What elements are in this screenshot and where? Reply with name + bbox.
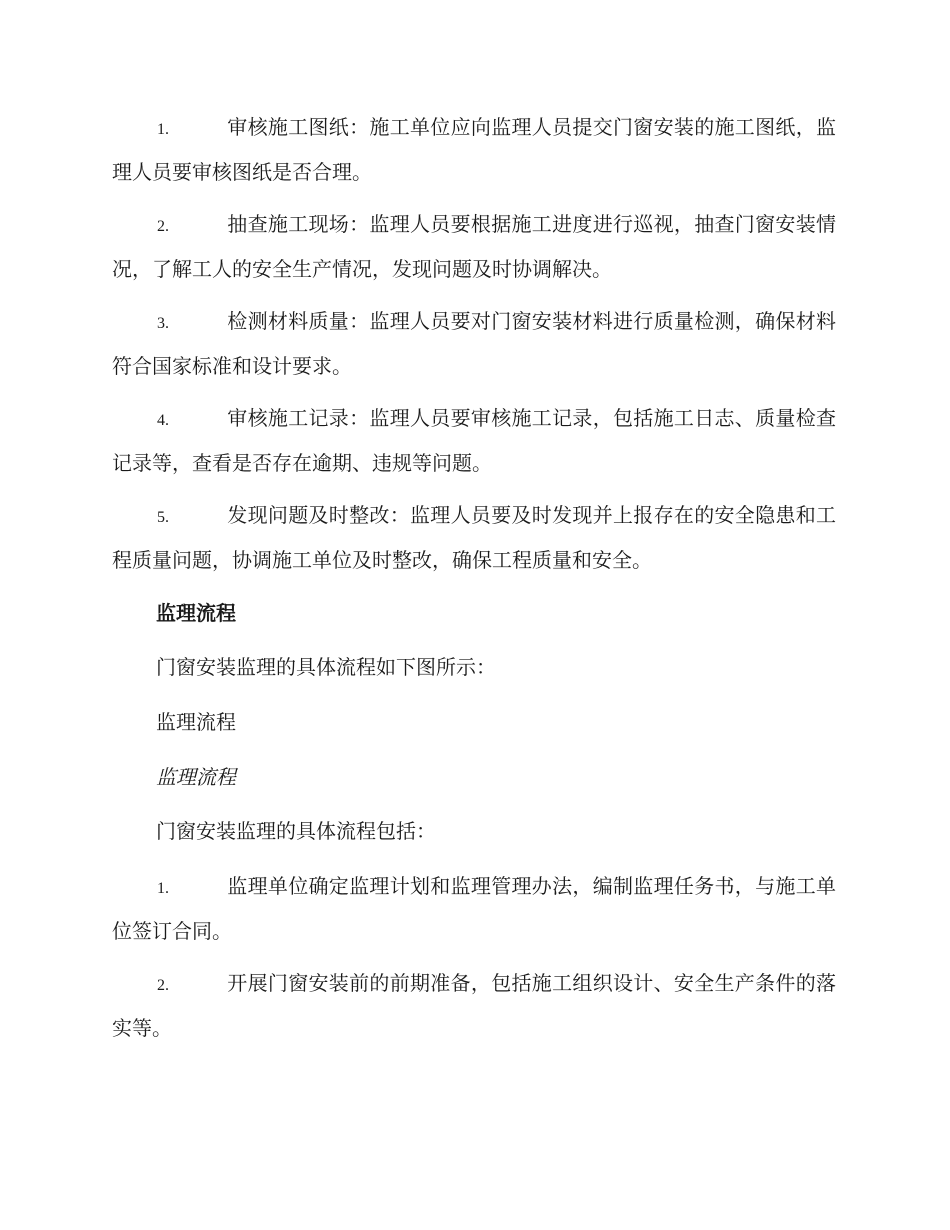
list-item bbox=[112, 865, 836, 952]
list-item bbox=[112, 203, 836, 290]
steps-intro-paragraph: 门窗安装监理的具体流程包括： bbox=[156, 819, 436, 843]
list-text: 抽查施工现场：监理人员要根据施工进度进行巡视，抽查门窗安装情况，了解工人的安全生产情况，发现问题及时协调解决。 bbox=[112, 212, 836, 281]
list-text: 审核施工图纸：施工单位应向监理人员提交门窗安装的施工图纸，监理人员要审核图纸是否合理。 bbox=[112, 115, 836, 184]
list-number: 2. bbox=[157, 977, 169, 994]
list-item bbox=[112, 494, 836, 581]
figure-alt-text: 监理流程 bbox=[156, 710, 236, 734]
list-text: 审核施工记录：监理人员要审核施工记录，包括施工日志、质量检查记录等，查看是否存在逾期、违规等问题。 bbox=[112, 406, 836, 475]
list-number: 1. bbox=[157, 880, 169, 897]
list-item bbox=[112, 962, 836, 1049]
list-number: 1. bbox=[157, 121, 169, 138]
list-number: 2. bbox=[157, 218, 169, 235]
list-item bbox=[112, 106, 836, 193]
figure-caption: 监理流程 bbox=[156, 765, 236, 789]
list-item bbox=[112, 397, 836, 484]
list-text: 发现问题及时整改：监理人员要及时发现并上报存在的安全隐患和工程质量问题，协调施工单位及时整改，确保工程质量和安全。 bbox=[112, 503, 836, 572]
list-text: 监理单位确定监理计划和监理管理办法，编制监理任务书，与施工单位签订合同。 bbox=[112, 874, 836, 943]
section-heading: 监理流程 bbox=[156, 601, 236, 625]
list-item bbox=[112, 300, 836, 387]
list-text: 检测材料质量：监理人员要对门窗安装材料进行质量检测，确保材料符合国家标准和设计要求。 bbox=[112, 309, 836, 378]
list-number: 5. bbox=[157, 509, 169, 526]
list-number: 4. bbox=[157, 412, 169, 429]
intro-paragraph: 门窗安装监理的具体流程如下图所示： bbox=[156, 655, 496, 679]
list-text: 开展门窗安装前的前期准备，包括施工组织设计、安全生产条件的落实等。 bbox=[112, 971, 836, 1040]
list-number: 3. bbox=[157, 315, 169, 332]
